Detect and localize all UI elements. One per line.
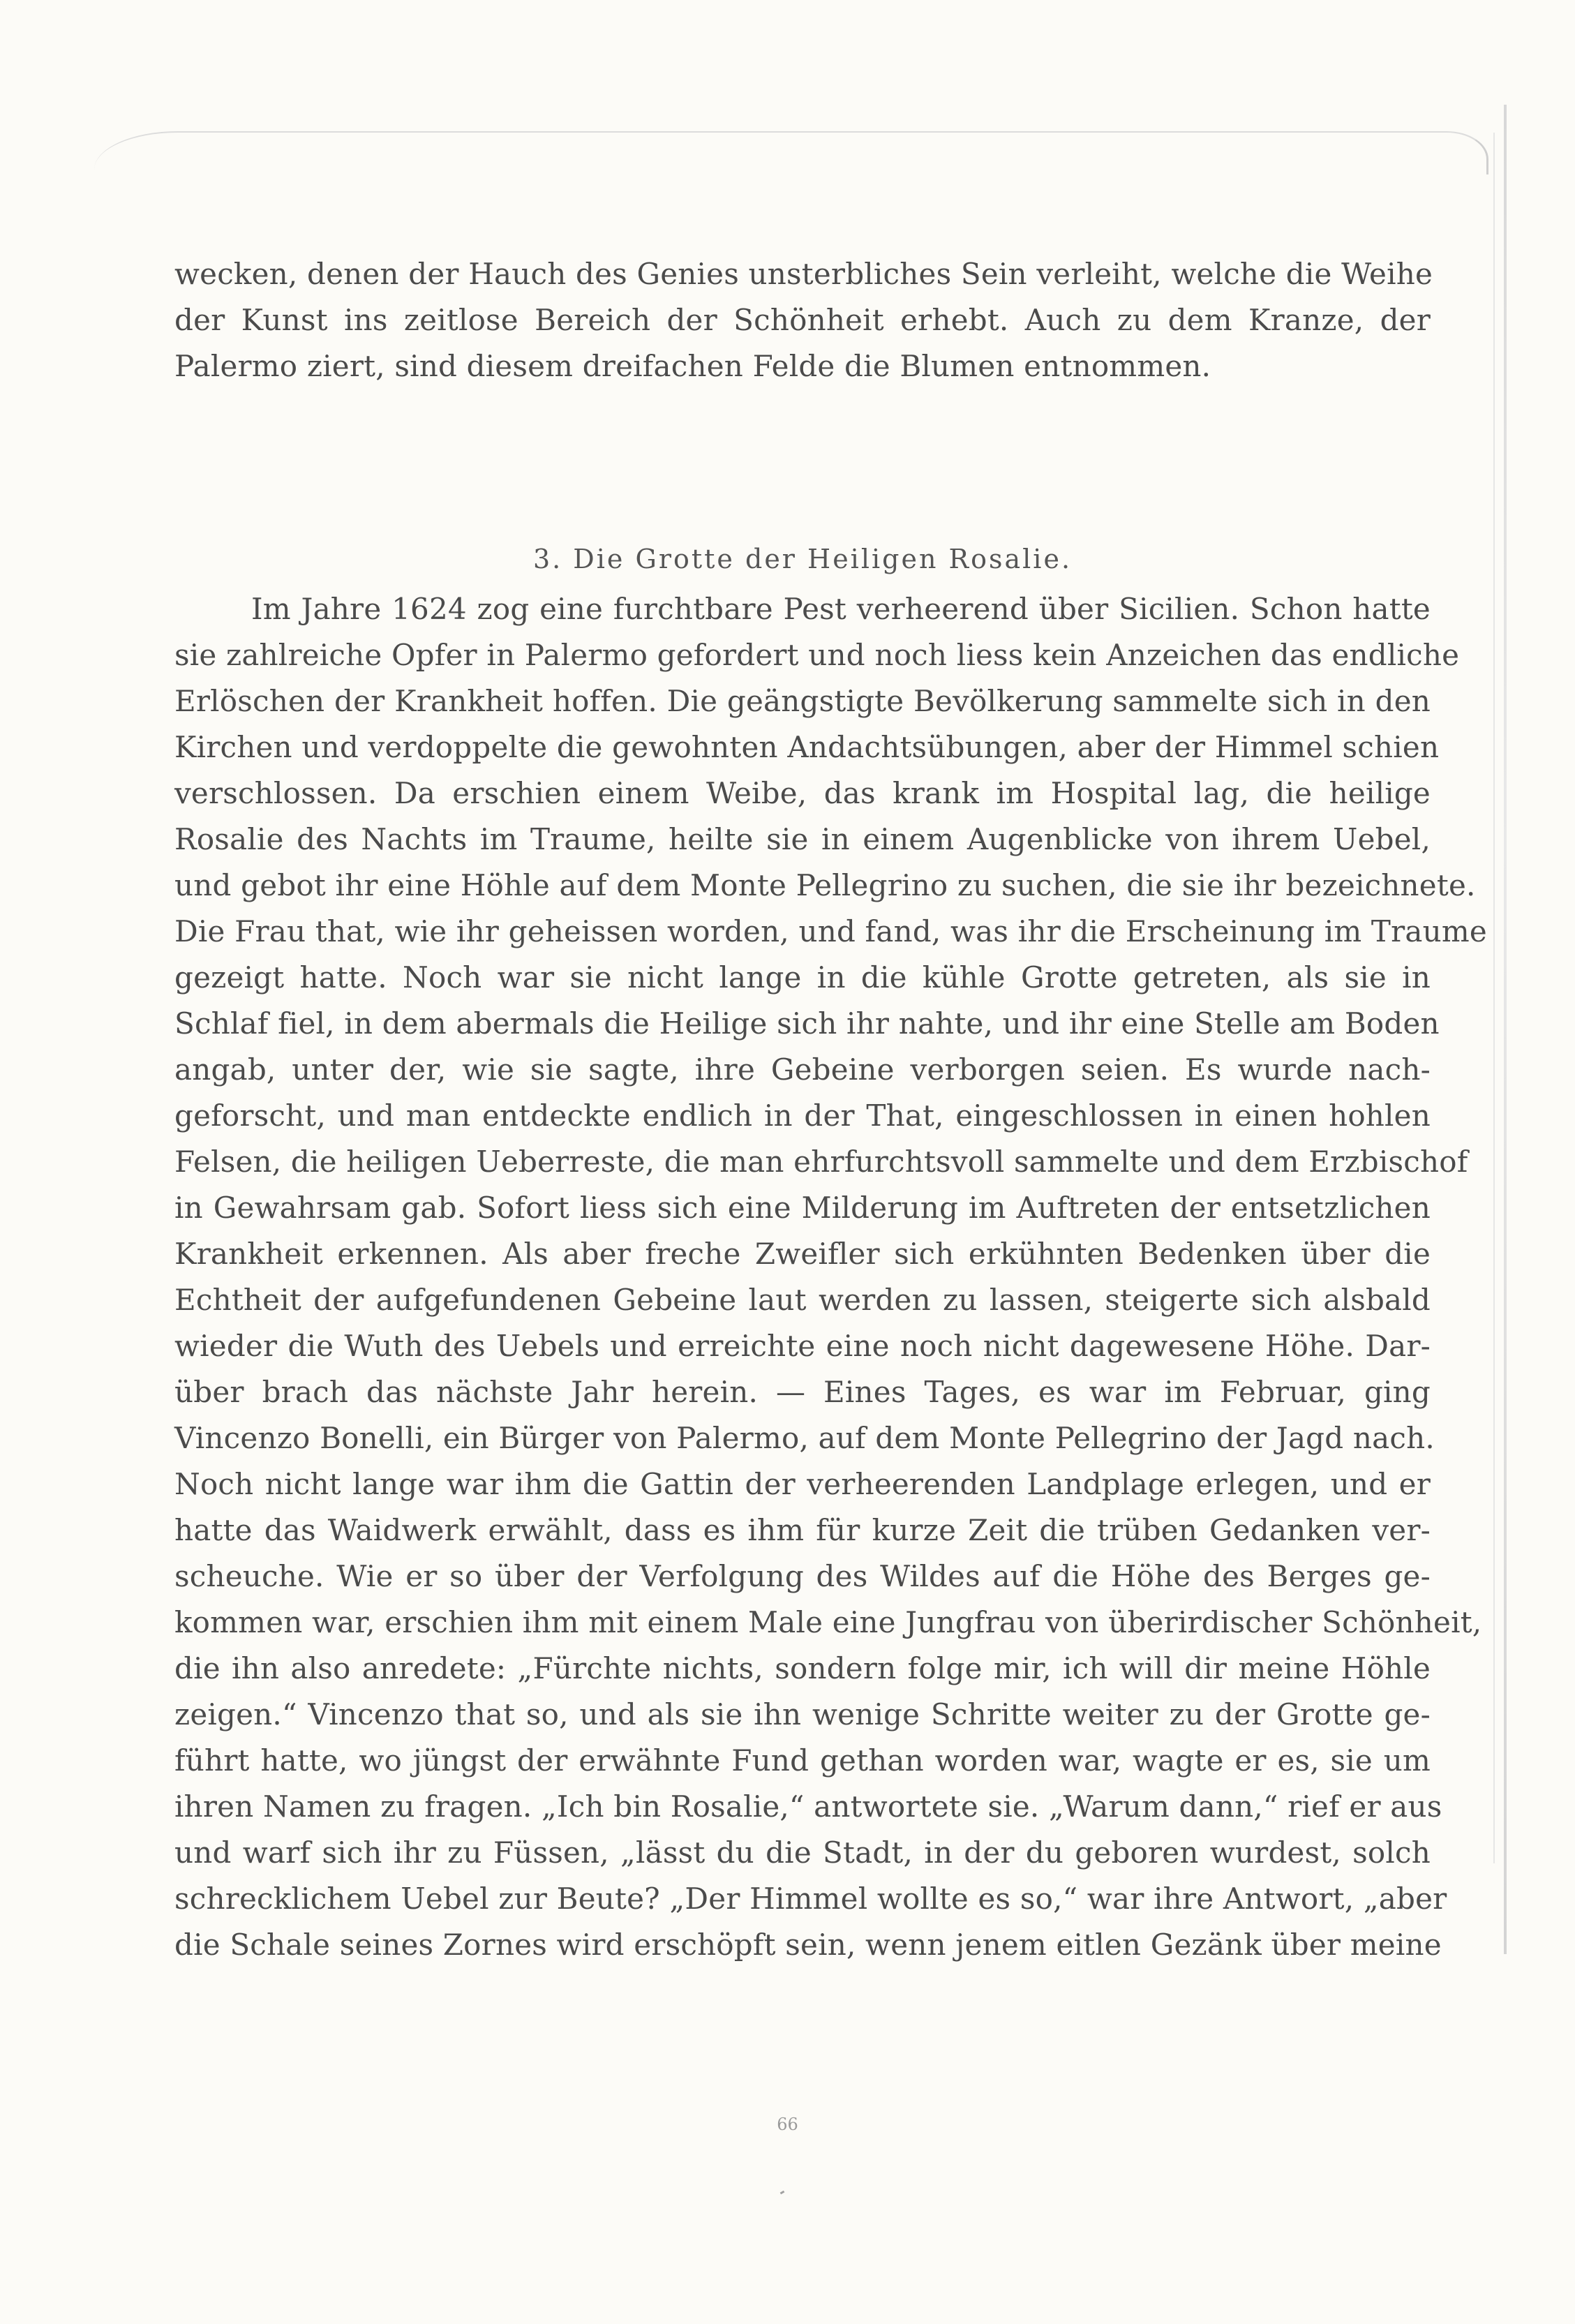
- text-line: Kirchen und verdoppelte die gewohnten Andachtsübungen, aber der Himmel schien: [174, 730, 1440, 764]
- text-line: Erlöschen der Krankheit hoffen. Die geängstigte Bevölkerung sammelte sich in den: [174, 684, 1431, 718]
- text-line: führt hatte, wo jüngst der erwähnte Fund gethan worden war, wagte er es, sie um: [174, 1743, 1431, 1778]
- text-line: Die Frau that, wie ihr geheissen worden, und fand, was ihr die Erscheinung im Traume: [174, 914, 1487, 948]
- text-line: zeigen.“ Vincenzo that so, und als sie ihn wenige Schritte weiter zu der Grotte ge-: [174, 1697, 1431, 1731]
- page-number: 66: [777, 2115, 798, 2134]
- text-line: und gebot ihr eine Höhle auf dem Monte Pellegrino zu suchen, die sie ihr bezeichnete.: [174, 868, 1476, 902]
- text-line: verschlossen. Da erschien einem Weibe, das krank im Hospital lag, die heilige: [174, 776, 1431, 810]
- text-line: und warf sich ihr zu Füssen, „lässt du die Stadt, in der du geboren wurdest, solch: [174, 1835, 1431, 1870]
- text-line: schrecklichem Uebel zur Beute? „Der Himmel wollte es so,“ war ihre Antwort, „aber: [174, 1882, 1447, 1916]
- text-line: Echtheit der aufgefundenen Gebeine laut werden zu lassen, steigerte sich alsbald: [174, 1283, 1431, 1317]
- text-line: geforscht, und man entdeckte endlich in der That, eingeschlossen in einen hohlen: [174, 1098, 1431, 1133]
- text-line: der Kunst ins zeitlose Bereich der Schönheit erhebt. Auch zu dem Kranze, der: [174, 303, 1431, 337]
- text-line: die Schale seines Zornes wird erschöpft sein, wenn jenem eitlen Gezänk über meine: [174, 1928, 1442, 1962]
- text-line: Vincenzo Bonelli, ein Bürger von Palermo, auf dem Monte Pellegrino der Jagd nach.: [174, 1421, 1435, 1455]
- text-line: über brach das nächste Jahr herein. — Eines Tages, es war im Februar, ging: [174, 1375, 1431, 1409]
- text-line: wecken, denen der Hauch des Genies unsterbliches Sein verleiht, welche die Weihe: [174, 257, 1433, 291]
- paper-speck: [780, 2191, 785, 2195]
- page-edge-shadow: [1504, 105, 1507, 1954]
- text-line: Noch nicht lange war ihm die Gattin der verheerenden Landplage erlegen, und er: [174, 1467, 1431, 1501]
- text-line: hatte das Waidwerk erwählt, dass es ihm für kurze Zeit die trüben Gedanken ver-: [174, 1513, 1431, 1547]
- text-line: Felsen, die heiligen Ueberreste, die man ehrfurchtsvoll sammelte und dem Erzbischof: [174, 1145, 1468, 1179]
- text-line: die ihn also anredete: „Fürchte nichts, sondern folge mir, ich will dir meine Höhle: [174, 1651, 1431, 1685]
- text-line: kommen war, erschien ihm mit einem Male eine Jungfrau von überirdischer Schönheit,: [174, 1605, 1482, 1639]
- text-line: ihren Namen zu fragen. „Ich bin Rosalie,“ antwortete sie. „Warum dann,“ rief er aus: [174, 1789, 1442, 1824]
- page-edge-inner-shadow: [1493, 133, 1495, 1863]
- text-line: angab, unter der, wie sie sagte, ihre Gebeine verborgen seien. Es wurde nach-: [174, 1052, 1431, 1087]
- text-line: in Gewahrsam gab. Sofort liess sich eine Milderung im Auftreten der entsetzlichen: [174, 1191, 1431, 1225]
- text-line: wieder die Wuth des Uebels und erreichte eine noch nicht dagewesene Höhe. Dar-: [174, 1329, 1431, 1363]
- text-line: scheuche. Wie er so über der Verfolgung des Wildes auf die Höhe des Berges ge-: [174, 1559, 1431, 1593]
- text-line: Im Jahre 1624 zog eine furchtbare Pest verheerend über Sicilien. Schon hatte: [251, 592, 1431, 626]
- text-line: Palermo ziert, sind diesem dreifachen Felde die Blumen entnommen.: [174, 349, 1211, 383]
- text-line: sie zahlreiche Opfer in Palermo gefordert und noch liess kein Anzeichen das endliche: [174, 638, 1460, 672]
- text-line: Rosalie des Nachts im Traume, heilte sie in einem Augenblicke von ihrem Uebel,: [174, 822, 1431, 856]
- text-line: Krankheit erkennen. Als aber freche Zweifler sich erkühnten Bedenken über die: [174, 1237, 1431, 1271]
- text-line: Schlaf fiel, in dem abermals die Heilige sich ihr nahte, und ihr eine Stelle am Boden: [174, 1006, 1440, 1041]
- page-edge-decoration: [94, 131, 1488, 174]
- text-line: gezeigt hatte. Noch war sie nicht lange in die kühle Grotte getreten, als sie in: [174, 960, 1431, 995]
- section-heading: 3. Die Grotte der Heiligen Rosalie.: [532, 544, 1073, 574]
